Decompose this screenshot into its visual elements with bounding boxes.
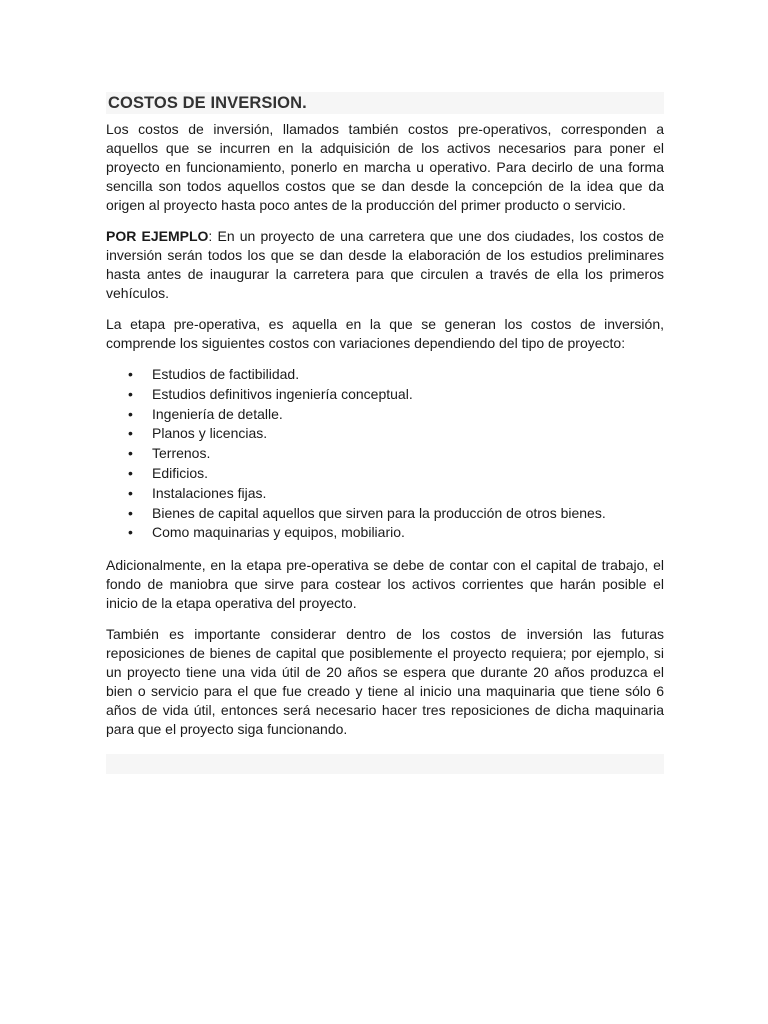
bullet-icon: • [128,524,133,541]
list-item [106,523,664,543]
bullet-icon: • [128,366,133,382]
bullet-icon: • [128,464,133,481]
example-label: POR EJEMPLO [106,228,209,244]
paragraph-intro: Los costos de inversión, llamados también costos pre-operativos, corresponden a aquellos que se incurren en la adquisición de los activos necesarios para poner el proyecto en funcionamiento, ponerlo en marcha u operativo. Para decirlo de una forma sencilla son todos aquellos costos que se dan desde la concepción de la idea que da origen al proyecto hasta poco antes de la producción del primer producto o servicio. [106,121,664,213]
list-item [106,365,664,385]
list-item [106,385,664,405]
document-title: COSTOS DE INVERSION. [108,93,307,112]
paragraph-stage: La etapa pre-operativa, es aquella en la que se generan los costos de inversión, comprende los siguientes costos con variaciones dependiendo del tipo de proyecto: [106,316,664,351]
list-item [106,504,664,524]
footer-band [106,754,664,774]
document-page [106,92,664,751]
bullet-icon: • [128,405,133,422]
list-item-text: Bienes de capital aquellos que sirven para la producción de otros bienes. [152,504,606,521]
list-item [106,484,664,504]
bullet-icon: • [128,504,133,521]
cost-list [106,365,664,543]
list-item [106,444,664,464]
list-item [106,424,664,444]
example-text: : En un proyecto de una carretera que une dos ciudades, los costos de inversión serán todos los que se dan desde la elaboración de los estudios preliminares hasta antes de inaugurar la carretera para que circulen a través de ella los primeros vehículos. [106,228,664,301]
list-item-text: Ingeniería de detalle. [152,405,283,422]
bullet-icon: • [128,445,133,462]
bullet-icon: • [128,484,133,501]
list-item-text: Edificios. [152,464,209,481]
bullet-icon: • [128,385,133,402]
list-item-text: Estudios de factibilidad. [152,366,300,382]
list-item [106,405,664,425]
list-item [106,464,664,484]
bullet-icon: • [128,425,133,442]
list-item-text: Instalaciones fijas. [152,484,267,501]
paragraph-working-capital: Adicionalmente, en la etapa pre-operativa se debe de contar con el capital de trabajo, el fondo de maniobra que sirve para costear los activos corrientes que harán posible el inicio de la etapa operativa del proyecto. [106,557,664,612]
list-item-text: Estudios definitivos ingeniería conceptual. [152,385,413,402]
list-item-text: Planos y licencias. [152,425,268,442]
list-item-text: Terrenos. [152,445,211,462]
paragraph-replacements: También es importante considerar dentro de los costos de inversión las futuras reposiciones de bienes de capital que posiblemente el proyecto requiera; por ejemplo, si un proyecto tiene una vida útil de 20 años se espera que durante 20 años produzca el bien o servicio para el que fue creado y tiene al inicio una maquinaria que tiene sólo 6 años de vida útil, entonces será necesario hacer tres reposiciones de dicha maquinaria para que el proyecto siga funcionando. [106,626,664,738]
list-item-text: Como maquinarias y equipos, mobiliario. [152,524,405,541]
title-band [106,92,664,114]
paragraph-example [106,227,664,303]
